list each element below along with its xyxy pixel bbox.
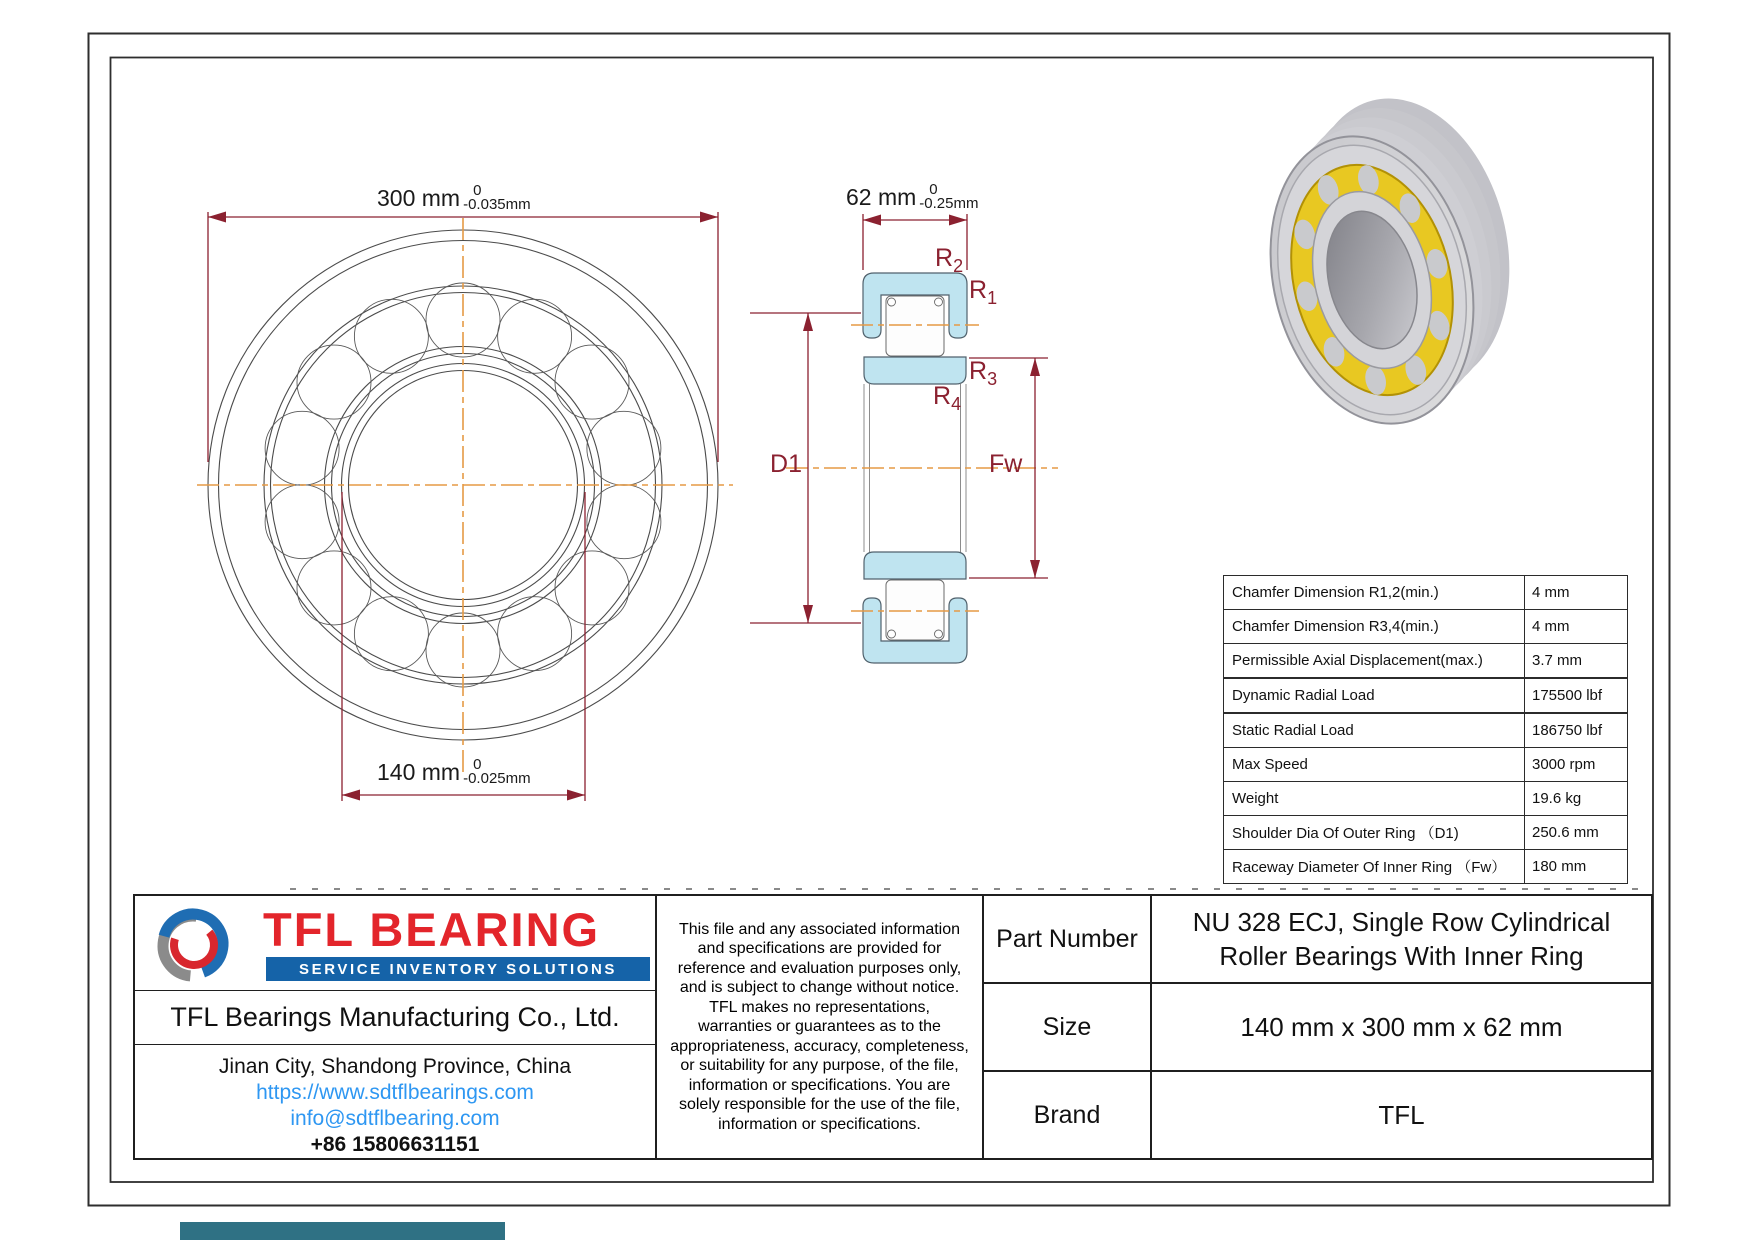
front-view-centerlines [197, 218, 733, 772]
table-row [1224, 782, 1627, 816]
spec-value: 3.7 mm [1532, 652, 1583, 669]
spec-table [1223, 575, 1628, 884]
brand-label: Brand [984, 1072, 1152, 1158]
table-row [1224, 644, 1627, 679]
size-label: Size [984, 984, 1152, 1070]
table-row [1224, 576, 1627, 610]
roller-top-corner-left [888, 298, 896, 306]
spec-label: Raceway Diameter Of Inner Ring （Fw） [1224, 850, 1525, 883]
table-row [984, 984, 1651, 1072]
title-block [133, 894, 1653, 1160]
od-dimension-tolerance: 0 -0.035mm [463, 182, 531, 213]
company-cell [135, 896, 657, 1158]
table-row [1224, 748, 1627, 782]
spec-label: Shoulder Dia Of Outer Ring （D1) [1224, 816, 1525, 849]
raceway-dia-label-fw: Fw [989, 450, 1023, 478]
spec-label: Static Radial Load [1224, 714, 1525, 747]
spec-value: 250.6 mm [1532, 824, 1599, 841]
table-row [984, 896, 1651, 984]
brand-value: TFL [1378, 1100, 1425, 1130]
roller-bottom-corner-right [935, 630, 943, 638]
chamfer-label-r4: $R_4$ [933, 382, 962, 414]
company-email-link[interactable]: info@sdtflbearing.com [290, 1107, 500, 1130]
bore-dimension-text [377, 757, 531, 787]
chamfer-label-r2: $R_2$ [935, 244, 964, 276]
spec-value: 175500 lbf [1532, 687, 1603, 704]
brand-tagline-banner: SERVICE INVENTORY SOLUTIONS [266, 957, 650, 981]
table-row [1224, 816, 1627, 850]
table-row [1224, 610, 1627, 644]
company-address: Jinan City, Shandong Province, China [218, 1055, 572, 1078]
roller-bottom-corner-left [888, 630, 896, 638]
od-dimension-text [377, 183, 531, 213]
inner-ring-top-section [864, 357, 966, 384]
chamfer-label-r3: $R_3$ [969, 357, 998, 389]
bearing-3d-render [1235, 77, 1545, 446]
spec-label: Permissible Axial Displacement(max.) [1224, 644, 1525, 677]
brand-logo-text: TFL BEARING [263, 903, 601, 956]
bottom-artifact-bar [180, 1222, 505, 1240]
company-phone: +86 15806631151 [310, 1133, 480, 1156]
width-dimension-value: 62 mm [846, 184, 917, 210]
spec-label: Dynamic Radial Load [1224, 679, 1525, 712]
spec-value: 19.6 kg [1532, 790, 1582, 807]
disclaimer-cell [657, 896, 984, 1158]
spec-label: Max Speed [1224, 748, 1525, 781]
bore-dimension-tolerance: 0 -0.025mm [463, 756, 531, 787]
company-name: TFL Bearings Manufacturing Co., Ltd. [135, 990, 655, 1045]
spec-label: Weight [1224, 782, 1525, 815]
roller-circle [587, 411, 661, 485]
company-contact-block [135, 1045, 655, 1158]
spec-value: 186750 lbf [1532, 722, 1603, 739]
od-dimension-value: 300 mm [377, 185, 461, 211]
spec-value: 3000 rpm [1532, 756, 1596, 773]
table-row [1224, 679, 1627, 714]
part-info-table [984, 896, 1651, 1158]
roller-circle [354, 299, 428, 373]
size-value: 140 mm x 300 mm x 62 mm [1240, 1012, 1563, 1042]
roller-circle [265, 485, 339, 559]
company-website-link[interactable]: https://www.sdtflbearings.com [256, 1081, 534, 1104]
spec-value: 4 mm [1532, 584, 1570, 601]
roller-circle [265, 411, 339, 485]
logo-row [135, 896, 655, 990]
width-dimension-tolerance: 0 -0.25mm [919, 181, 979, 212]
spec-value: 180 mm [1532, 858, 1587, 875]
chamfer-label-r1: $R_1$ [969, 276, 998, 308]
width-dimension-text [846, 182, 978, 212]
part-number-value: NU 328 ECJ, Single Row Cylindrical Roller Bearings With Inner Ring [1192, 907, 1611, 971]
spec-label: Chamfer Dimension R3,4(min.) [1224, 610, 1525, 643]
bore-dimension-value: 140 mm [377, 759, 461, 785]
tfl-logo-icon [147, 899, 239, 991]
inner-ring-bottom-section [864, 552, 966, 579]
disclaimer-text: This file and any associated information and specifications are provided for reference and evaluation purposes only, and is subject to change without notice. TFL makes no representations, warranties or guarantees as to the appropriateness, accuracy, completeness, or suitability for any purpose, of the file, information or specifications. You are solely responsible for the use of the file, information or specifications. [670, 920, 969, 1133]
part-number-label: Part Number [984, 896, 1152, 982]
spec-value: 4 mm [1532, 618, 1570, 635]
table-row [984, 1072, 1651, 1158]
roller-circle [297, 551, 371, 625]
roller-circle [587, 485, 661, 559]
roller-circle [555, 345, 629, 419]
table-row [1224, 850, 1627, 883]
spec-label: Chamfer Dimension R1,2(min.) [1224, 576, 1525, 609]
roller-circle [498, 597, 572, 671]
shoulder-dia-label-d1: D1 [770, 450, 802, 478]
table-row [1224, 714, 1627, 748]
roller-top-corner-right [935, 298, 943, 306]
